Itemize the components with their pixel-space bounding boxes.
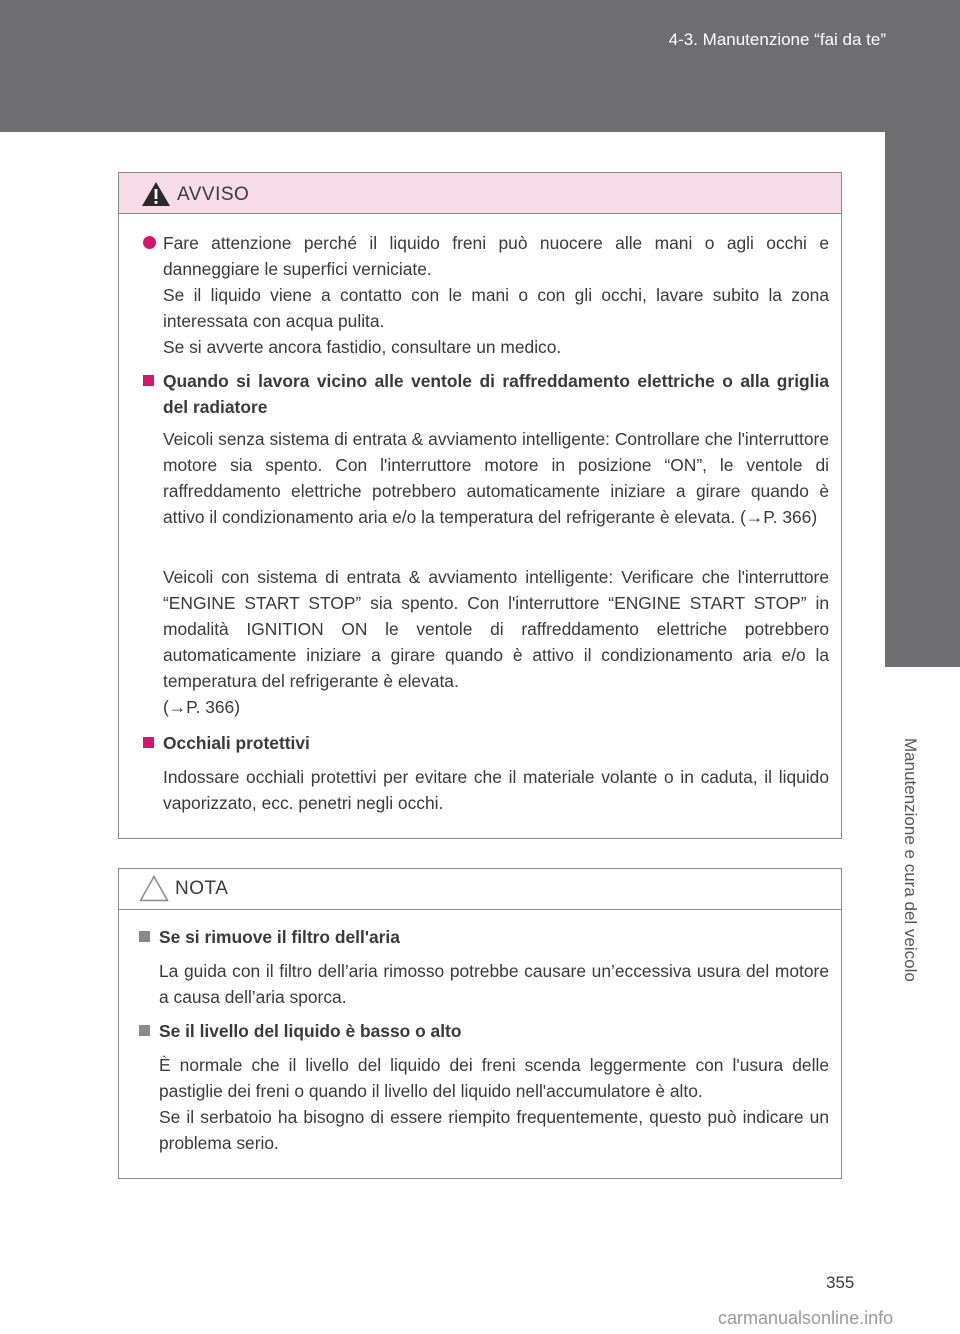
warning-box	[118, 172, 842, 839]
warning-item-2-heading: Quando si lavora vicino alle ventole di raffreddamento elettriche o alla griglia del radiatore	[145, 368, 829, 420]
page-number: 355	[826, 1273, 855, 1292]
warning-triangle-icon	[141, 181, 171, 207]
caution-triangle-icon	[139, 875, 169, 902]
note-item-1-heading: Se si rimuove il filtro dell'aria	[141, 924, 829, 950]
page-header	[0, 0, 960, 132]
bullet-dot-icon	[143, 236, 156, 249]
warning-item-3-heading: Occhiali protettivi	[145, 730, 829, 756]
warning-item-1-line-1: Fare attenzione perché il liquido freni può nuocere alle mani o agli occhi e danneggiare le superfici verniciate.	[163, 233, 829, 279]
warning-item-2-para-2: Veicoli con sistema di entrata & avviamento intelligente: Verificare che l'interruttore “ENGINE START STOP” sia spento. Con l'interruttore “ENGINE START STOP” in modalità IGNITION ON le ventole di raffreddamento elettriche potrebbero automaticamente iniziare a girare quando è attivo il condizionamento aria e/o la temperatura del refrigerante è elevata. (→P. 366)	[145, 564, 829, 720]
warning-item-1-line-3: Se si avverte ancora fastidio, consultare un medico.	[163, 337, 562, 357]
chapter-divider	[885, 708, 960, 709]
warning-item-1-line-2: Se il liquido viene a contatto con le mani o con gli occhi, lavare subito la zona interessata con acqua pulita.	[163, 285, 829, 331]
chapter-number: 4	[918, 668, 927, 685]
warning-item-2-ref: (→P. 366)	[163, 697, 241, 717]
bullet-square-icon	[143, 737, 154, 748]
chapter-label: Manutenzione e cura del veicolo	[901, 738, 920, 982]
warning-item-3-para: Indossare occhiali protettivi per evitare che il materiale volante o in caduta, il liquido vaporizzato, ecc. penetri negli occhi.	[163, 767, 829, 813]
note-item-1-para: La guida con il filtro dell’aria rimosso potrebbe causare un’eccessiva usura del motore a causa dell’aria sporca.	[159, 961, 829, 1007]
bullet-square-icon	[139, 931, 150, 942]
note-header	[119, 869, 841, 910]
warning-item-1	[163, 230, 829, 360]
warning-header	[119, 173, 841, 214]
note-item-2-para-2: Se il serbatoio ha bisogno di essere riempito frequentemente, questo può indicare un problema serio.	[159, 1107, 829, 1153]
bullet-square-icon	[139, 1025, 150, 1036]
note-item-2-heading: Se il livello del liquido è basso o alto	[141, 1018, 829, 1044]
note-title: NOTA	[175, 878, 229, 899]
warning-title: AVVISO	[177, 184, 250, 205]
chapter-tab	[885, 132, 960, 685]
section-title: 4-3. Manutenzione “fai da te”	[668, 30, 886, 49]
watermark: carmanualsonline.info	[718, 1308, 894, 1328]
note-item-2-para-1: È normale che il livello del liquido dei freni scenda leggermente con l'usura delle pastiglie dei freni o quando il livello del liquido nell'accumulatore è alto.	[159, 1055, 829, 1101]
warning-item-2-para-1: Veicoli senza sistema di entrata & avviamento intelligente: Controllare che l'interruttore motore sia spento. Con l'interruttore motore in posizione “ON”, le ventole di raffreddamento elettriche potrebbero automaticamente iniziare a girare quando è attivo il condizionamento aria e/o la temperatura del refrigerante è elevata. (→P. 366)	[163, 429, 829, 527]
note-box	[118, 868, 842, 1179]
bullet-square-icon	[143, 375, 154, 386]
